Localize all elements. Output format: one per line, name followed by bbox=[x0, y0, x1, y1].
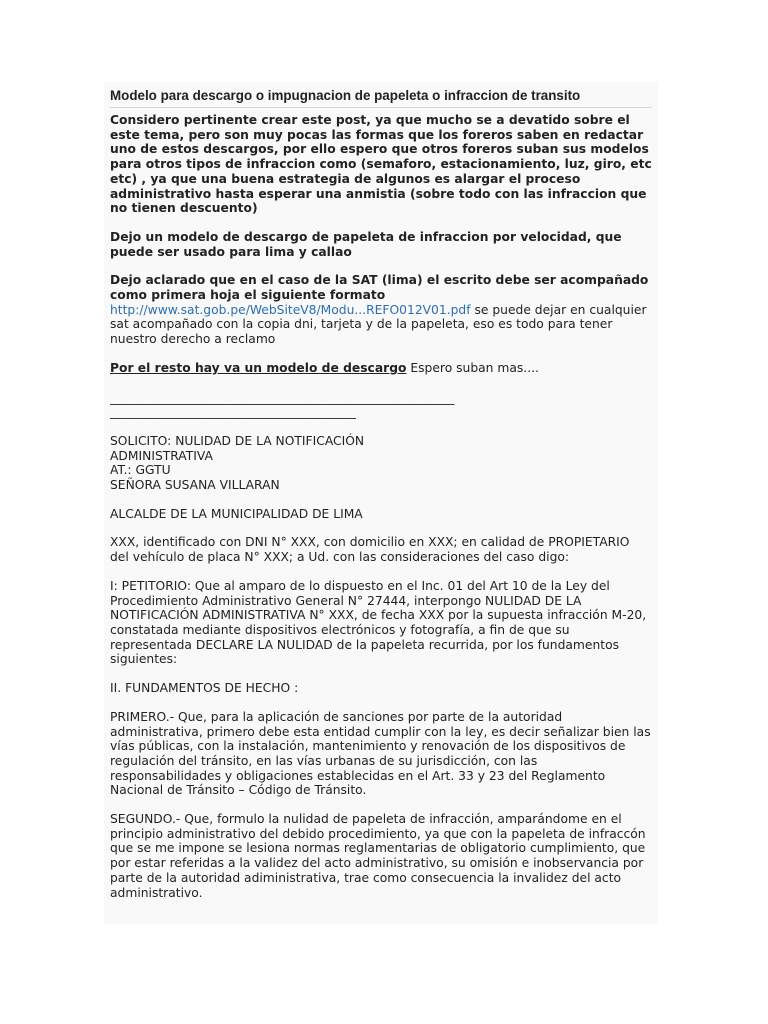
rest-paragraph bbox=[110, 361, 652, 376]
primero-paragraph: PRIMERO.- Que, para la aplicación de sanciones por parte de la autoridad administrativa, primero debe esta entidad cumplir con la ley, es decir señalizar bien las vías públicas, con la instalación, mantenimiento y renovación de los dispositivos de regulación del tránsito, en las vías urbanas de su jurisdicción, con las responsabilidades y obligaciones establecidas en el Art. 33 y 23 del Reglamento Nacional de Tránsito – Código de Tránsito. bbox=[110, 709, 651, 798]
sat-form-link[interactable]: http://www.sat.gob.pe/WebSiteV8/Modu...REFO012V01.pdf bbox=[110, 302, 471, 317]
post-content bbox=[104, 82, 658, 924]
sat-after-link-text: se puede dejar en cualquier sat acompañado con la copia dni, tarjeta y de la papeleta, eso es todo para tener nuestro derecho a reclamo bbox=[110, 302, 647, 347]
fundamentos-heading: II. FUNDAMENTOS DE HECHO : bbox=[110, 681, 299, 696]
petitorio-paragraph: I: PETITORIO: Que al amparo de lo dispuesto en el Inc. 01 del Art 10 de la Ley del Procedimiento Administrativo General N° 27444, interpongo NULIDAD DE LA NOTIFICACIÓN ADMINISTRATIVA N° XXX, de fecha XXX por la supuesta infracción M-20, constatada mediante dispositivos electrónicos y fotografía, a fin de que su representada DECLARE LA NULIDAD de la papeleta recurrida, por los fundamentos siguientes: bbox=[110, 578, 647, 667]
identification-paragraph: XXX, identificado con DNI N° XXX, con domicilio en XXX; en calidad de PROPIETARIO del vehículo de placa N° XXX; a Ud. con las consideraciones del caso digo: bbox=[110, 535, 630, 565]
separator-line-2: ________________________________________ bbox=[110, 405, 356, 420]
rest-bold-text: Por el resto hay va un modelo de descargo bbox=[110, 360, 407, 375]
rest-plain-text: Espero suban mas.... bbox=[406, 360, 539, 375]
segundo-paragraph: SEGUNDO.- Que, formulo la nulidad de papeleta de infracción, amparándome en el principio administrativo del debido procedimiento, ya que con la papeleta de infraccón que se me impone se lesiona normas reglamentarias de obligatorio cumplimiento, que por estar referidas a la validez del acto administrativo, su omisión e inobservancia por parte de la autoridad adiministrativa, trae como consecuencia la invalidez del acto administrativo. bbox=[110, 812, 646, 900]
separator-rule bbox=[110, 391, 652, 420]
sat-note-paragraph bbox=[110, 273, 652, 347]
letter-header bbox=[110, 434, 652, 493]
at-line: AT.: GGTU bbox=[110, 463, 171, 478]
sat-note-text: Dejo aclarado que en el caso de la SAT (lima) el escrito debe ser acompañado como primera hoja el siguiente formato bbox=[110, 273, 649, 303]
intro-paragraph: Considero pertinente crear este post, ya que mucho se a devatido sobre el este tema, pero son muy pocas las formas que los foreros saben en redactar uno de estos descargos, por ello espero que otros foreros suban sus modelos para otros tipos de infraccion como (semaforo, estacionamiento, luz, giro, etc etc) , ya que una buena estrategia de algunos es alargar el proceso administrativo hasta esperar una anmistia (sobre todo con las infraccion que no tienen descuento) bbox=[110, 113, 652, 216]
solicito-line-2: ADMINISTRATIVA bbox=[110, 448, 213, 463]
post-title: Modelo para descargo o impugnacion de papeleta o infraccion de transito bbox=[110, 87, 652, 108]
addressee-line: SEÑORA SUSANA VILLARAN bbox=[110, 478, 280, 493]
separator-line-1: ________________________________________________________ bbox=[110, 390, 455, 405]
model-note-paragraph: Dejo un modelo de descargo de papeleta de infraccion por velocidad, que puede ser usado para lima y callao bbox=[110, 229, 622, 259]
alcalde-line: ALCALDE DE LA MUNICIPALIDAD DE LIMA bbox=[110, 506, 363, 521]
solicito-line-1: SOLICITO: NULIDAD DE LA NOTIFICACIÓN bbox=[110, 433, 365, 448]
